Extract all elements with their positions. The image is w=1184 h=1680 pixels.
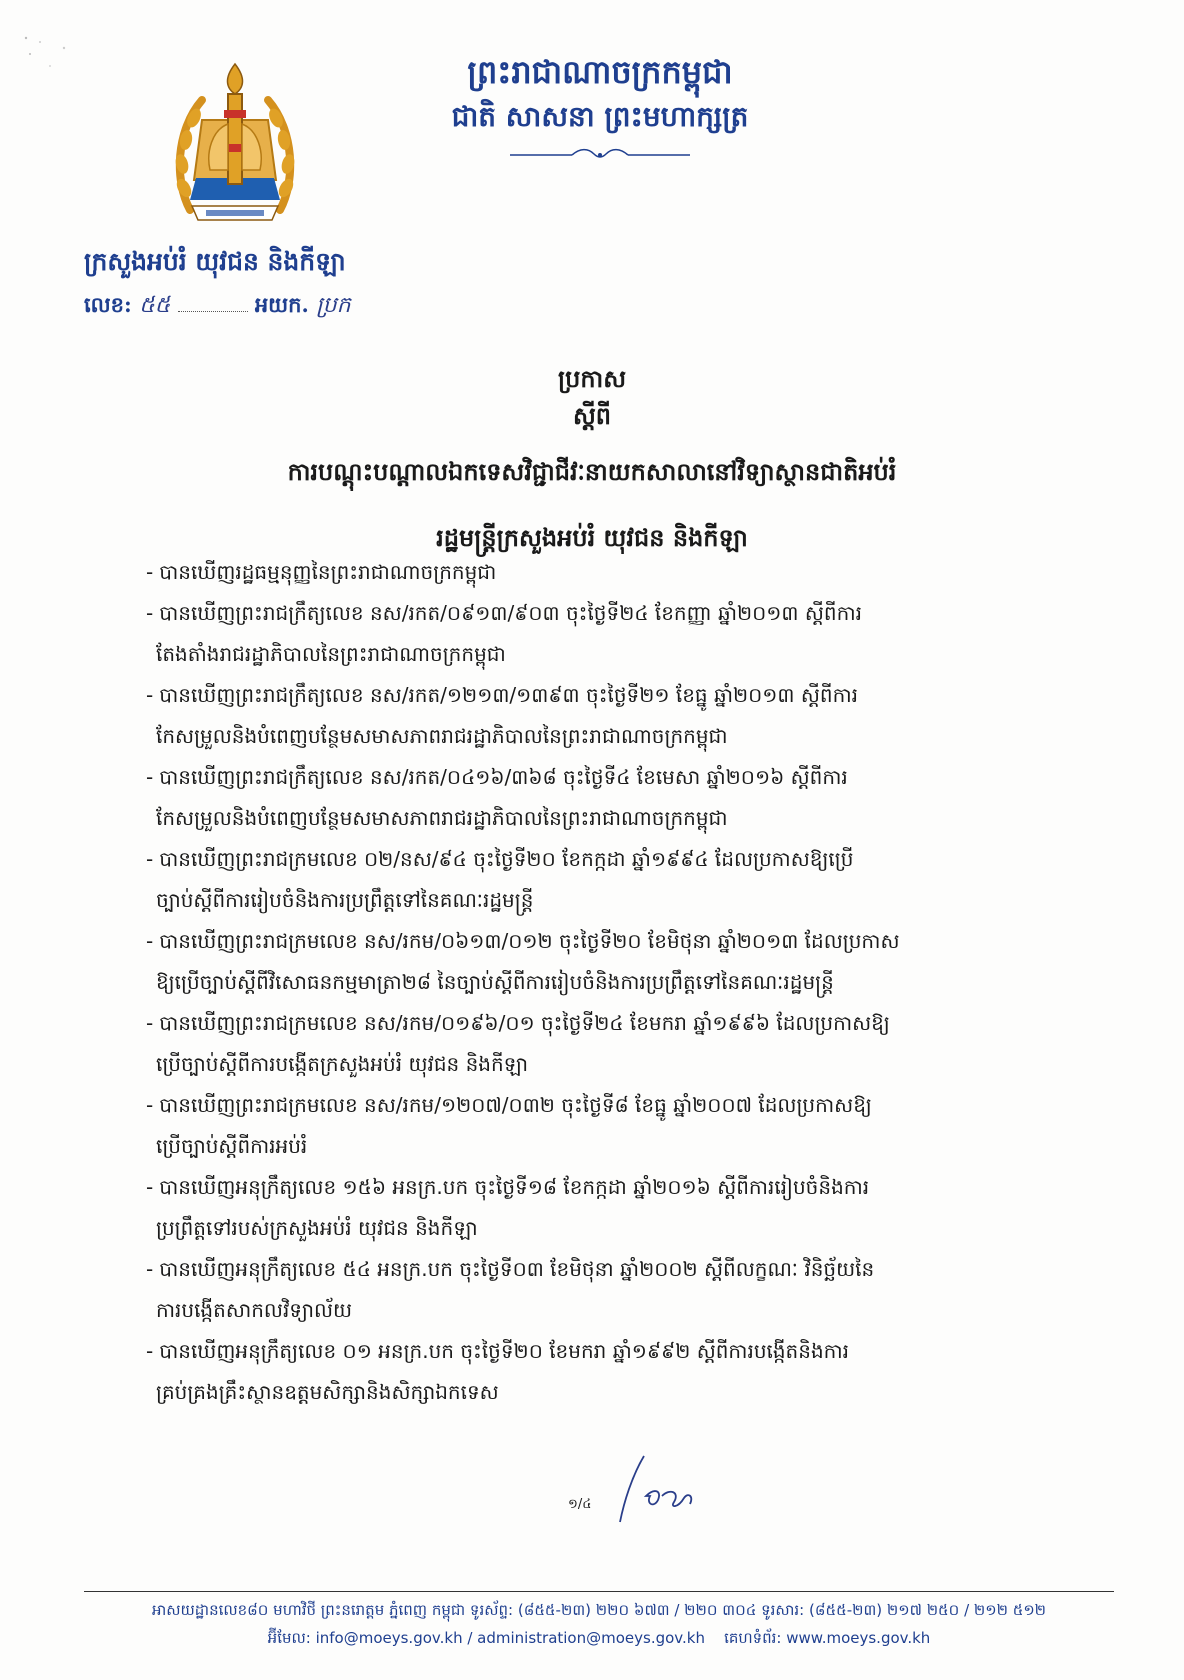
list-item: [146, 839, 1046, 921]
ornament-divider-icon: [510, 146, 690, 162]
dash-mark: -: [146, 1011, 154, 1035]
national-motto: ជាតិ សាសនា ព្រះមហាក្សត្រ: [451, 100, 749, 133]
ministry-name: ក្រសួងអប់រំ យុវជន និងកីឡា: [84, 247, 346, 276]
list-item-continuation: ការបង្កើតសាកលវិទ្យាល័យ: [156, 1298, 353, 1322]
reference-number: [84, 290, 504, 321]
list-item-continuation: ប្រើច្បាប់ស្តីពីការអប់រំ: [156, 1134, 308, 1158]
dash-mark: -: [146, 765, 154, 789]
number-label: លេខ:: [84, 292, 132, 317]
code-label: អយក.: [254, 292, 309, 317]
dash-mark: -: [146, 560, 154, 584]
footer-divider: [84, 1591, 1114, 1592]
website-label: គេហទំព័រ:: [724, 1629, 782, 1647]
announcement-title: [0, 360, 1184, 558]
list-item-line: បានឃើញព្រះរាជក្រឹត្យលេខ នស/រកត/០៤១៦/៣៦៨ ចុះថ្ងៃទី៤ ខែមេសា ឆ្នាំ២០១៦ ស្តីពីការ: [159, 765, 848, 789]
footer-address: អាសយដ្ឋានលេខ៨០ មហាវិថី ព្រះនរោត្តម ភ្នំពេញ កម្ពុជា ទូរស័ព្ទ: (៨៥៥-២៣) ២២០ ៦៧៣ / ២២០ ៣០៤ ទូរសារ: (៨៥៥-២៣) ២១៧ ២៥០ / ២១២ ៥១២: [151, 1601, 1047, 1619]
about-label: ស្តីពី: [572, 401, 612, 430]
list-item: [146, 593, 1046, 675]
list-item-line: បានឃើញព្រះរាជក្រមលេខ ០២/នស/៩៤ ចុះថ្ងៃទី២០ ខែកក្កដា ឆ្នាំ១៩៩៤ ដែលប្រកាសឱ្យប្រើ: [159, 847, 854, 871]
list-item-line: បានឃើញព្រះរាជក្រមលេខ នស/រកម/០៦១៣/០១២ ចុះថ្ងៃទី២០ ខែមិថុនា ឆ្នាំ២០១៣ ដែលប្រកាស: [159, 929, 900, 953]
preamble-list: [146, 552, 1046, 1413]
list-item: [146, 675, 1046, 757]
list-item-continuation: ច្បាប់ស្តីពីការរៀបចំនិងការប្រព្រឹត្តទៅនៃគណៈរដ្ឋមន្ត្រី: [156, 888, 534, 912]
kingdom-title: ព្រះរាជាណាចក្រកម្ពុជា: [467, 53, 733, 91]
dash-mark: -: [146, 683, 154, 707]
dash-mark: -: [146, 847, 154, 871]
list-item-continuation: តែងតាំងរាជរដ្ឋាភិបាលនៃព្រះរាជាណាចក្រកម្ពុជា: [156, 642, 506, 666]
website-link[interactable]: www.moeys.gov.kh: [786, 1629, 931, 1647]
footer: [84, 1596, 1114, 1652]
dotted-line: [178, 311, 248, 312]
document-type: ប្រកាស: [557, 364, 627, 393]
number-value: ៥៥: [139, 293, 171, 318]
dash-mark: -: [146, 929, 154, 953]
scan-speck-marks: [20, 30, 80, 80]
list-item-continuation: កែសម្រួលនិងបំពេញបន្ថែមសមាសភាពរាជរដ្ឋាភិបាលនៃព្រះរាជាណាចក្រកម្ពុជា: [156, 724, 728, 748]
list-item: [146, 1249, 1046, 1331]
list-item: [146, 1085, 1046, 1167]
list-item-continuation: កែសម្រួលនិងបំពេញបន្ថែមសមាសភាពរាជរដ្ឋាភិបាលនៃព្រះរាជាណាចក្រកម្ពុជា: [156, 806, 728, 830]
issuer-title: រដ្ឋមន្ត្រីក្រសួងអប់រំ យុវជន និងកីឡា: [436, 523, 748, 552]
list-item-line: បានឃើញរដ្ឋធម្មនុញ្ញនៃព្រះរាជាណាចក្រកម្ពុជា: [159, 560, 497, 584]
list-item-line: បានឃើញព្រះរាជក្រមលេខ នស/រកម/០១៩៦/០១ ចុះថ្ងៃទី២៤ ខែមករា ឆ្នាំ១៩៩៦ ដែលប្រកាសឱ្យ: [159, 1011, 890, 1035]
list-item: [146, 1003, 1046, 1085]
dash-mark: -: [146, 601, 154, 625]
dash-mark: -: [146, 1339, 154, 1363]
dash-mark: -: [146, 1257, 154, 1281]
list-item-line: បានឃើញព្រះរាជក្រឹត្យលេខ នស/រកត/០៩១៣/៩០៣ ចុះថ្ងៃទី២៤ ខែកញ្ញា ឆ្នាំ២០១៣ ស្តីពីការ: [159, 601, 863, 625]
list-item: [146, 1331, 1046, 1413]
list-item-line: បានឃើញអនុក្រឹត្យលេខ ០១ អនក្រ.បក ចុះថ្ងៃទី២០ ខែមករា ឆ្នាំ១៩៩២ ស្តីពីការបង្កើតនិងការ: [159, 1339, 850, 1363]
list-item-continuation: គ្រប់គ្រងគ្រឹះស្ថានឧត្តមសិក្សានិងសិក្សាឯកទេស: [156, 1380, 499, 1404]
dash-mark: -: [146, 1175, 154, 1199]
list-item: [146, 1167, 1046, 1249]
list-item-line: បានឃើញព្រះរាជក្រឹត្យលេខ នស/រកត/១២១៣/១៣៩៣ ចុះថ្ងៃទី២១ ខែធ្នូ ឆ្នាំ២០១៣ ស្តីពីការ: [159, 683, 858, 707]
list-item: [146, 757, 1046, 839]
list-item: [146, 921, 1046, 1003]
code-value: ប្រក: [316, 293, 351, 318]
email-label: អ៊ីមែល:: [267, 1629, 311, 1647]
list-item-continuation: ប្រើច្បាប់ស្តីពីការបង្កើតក្រសួងអប់រំ យុវជន និងកីឡា: [156, 1052, 529, 1076]
footer-contact: [84, 1624, 1114, 1652]
list-item: [146, 552, 1046, 593]
list-item-line: បានឃើញអនុក្រឹត្យលេខ ១៥៦ អនក្រ.បក ចុះថ្ងៃទី១៨ ខែកក្កដា ឆ្នាំ២០១៦ ស្តីពីការរៀបចំនិងការ: [159, 1175, 870, 1199]
list-item-continuation: ឱ្យប្រើច្បាប់ស្តីពីវិសោធនកម្មមាត្រា២៨ នៃច្បាប់ស្តីពីការរៀបចំនិងការប្រព្រឹត្តទៅនៃគណៈរដ្ឋមន្ត្រី: [156, 970, 834, 994]
dash-mark: -: [146, 1093, 154, 1117]
list-item-line: បានឃើញព្រះរាជក្រមលេខ នស/រកម/១២០៧/០៣២ ចុះថ្ងៃទី៨ ខែធ្នូ ឆ្នាំ២០០៧ ដែលប្រកាសឱ្យ: [159, 1093, 872, 1117]
kingdom-heading: [400, 50, 800, 162]
document-subject: ការបណ្តុះបណ្តាលឯកទេសវិជ្ជាជីវៈនាយកសាលានៅវិទ្យាស្ថានជាតិអប់រំ: [287, 457, 897, 486]
ministry-emblem-icon: [172, 60, 298, 232]
list-item-line: បានឃើញអនុក្រឹត្យលេខ ៥៤ អនក្រ.បក ចុះថ្ងៃទី០៣ ខែមិថុនា ឆ្នាំ២០០២ ស្តីពីលក្ខណៈ វិនិច្ឆ័យនៃ: [159, 1257, 875, 1281]
list-item-continuation: ប្រព្រឹត្តទៅរបស់ក្រសួងអប់រំ យុវជន និងកីឡា: [156, 1216, 478, 1240]
page-number: ១/៤: [568, 1497, 592, 1512]
email-link[interactable]: info@moeys.gov.kh / administration@moeys.gov.kh: [315, 1629, 705, 1647]
